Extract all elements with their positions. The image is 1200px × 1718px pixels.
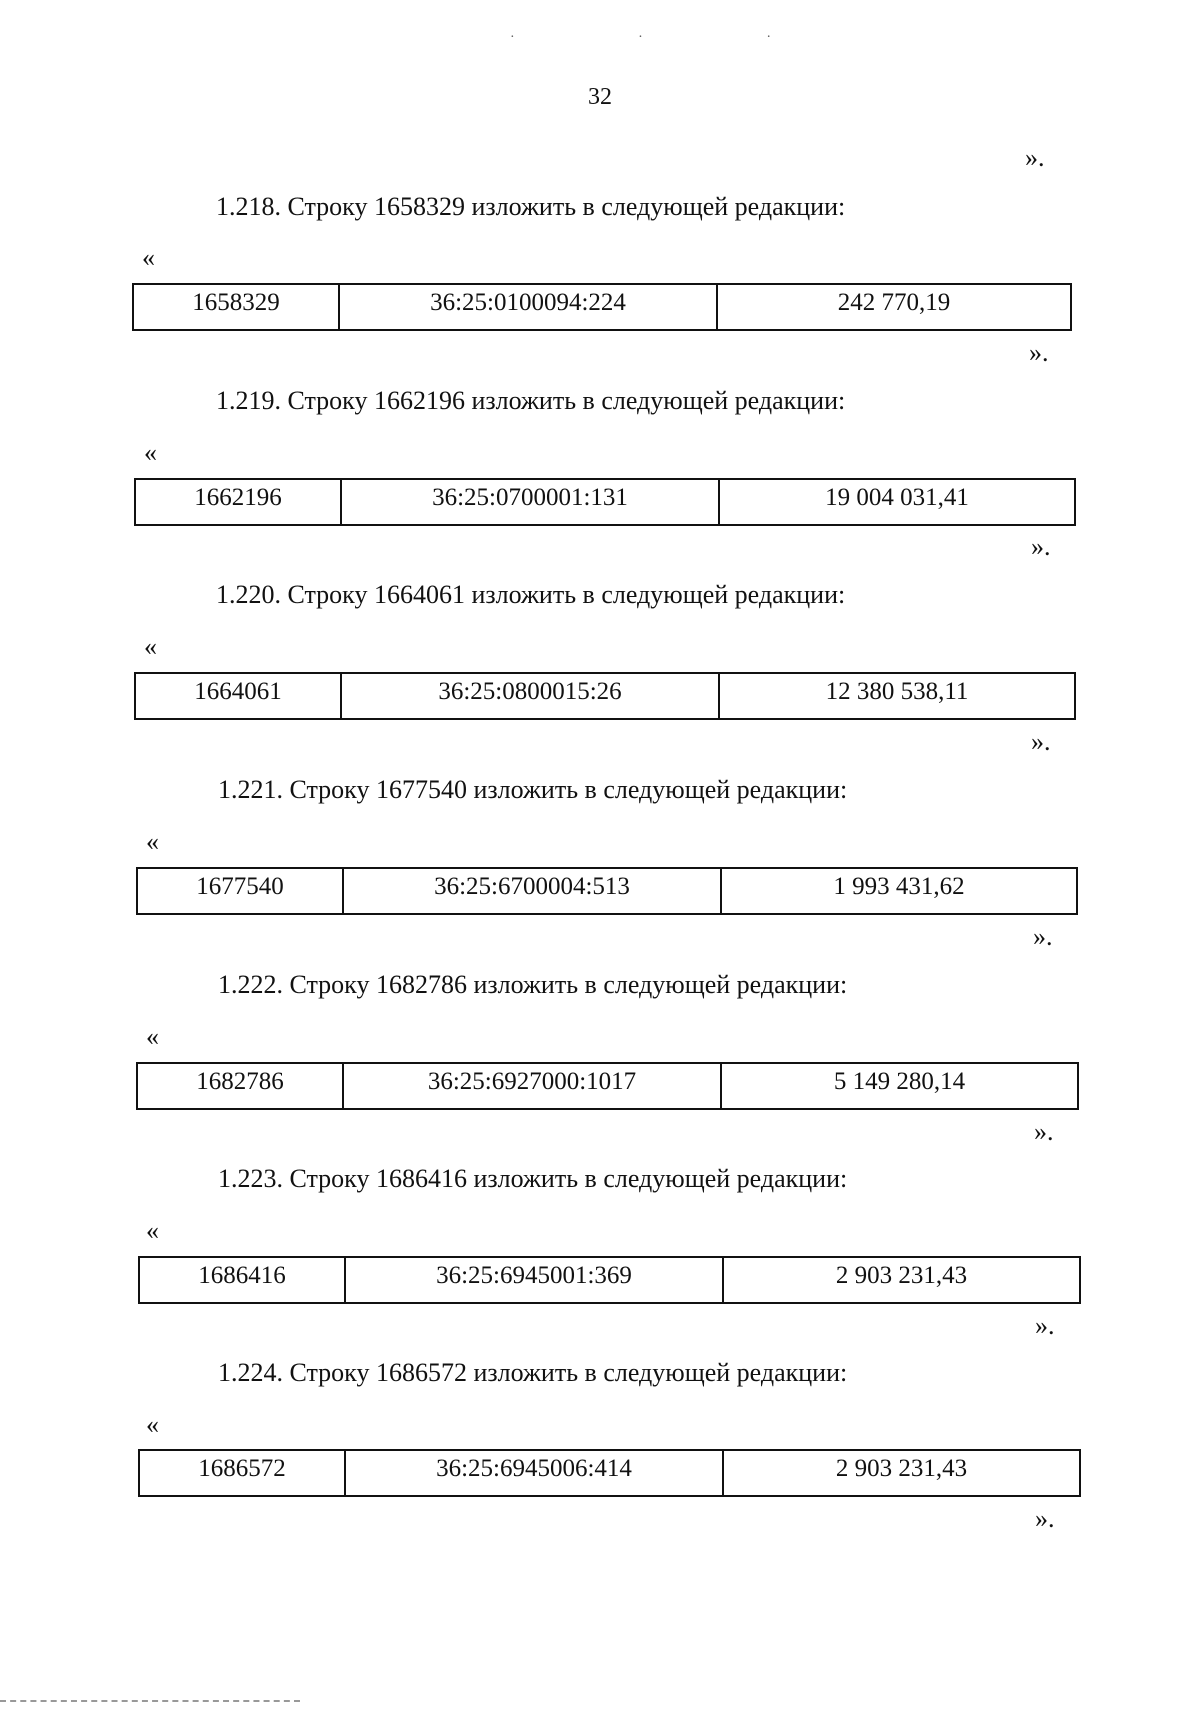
row-number-cell: 1664061 <box>136 674 342 718</box>
opening-quote: « <box>146 1410 159 1439</box>
table-row <box>138 1256 1081 1304</box>
value-cell: 5 149 280,14 <box>833 1068 966 1095</box>
table-row <box>136 867 1078 915</box>
cadastral-number-cell: 36:25:0800015:26 <box>342 674 720 718</box>
value-cell: 2 903 231,43 <box>835 1262 968 1289</box>
amendment-paragraph: 1.219. Строку 1662196 изложить в следующей редакции: <box>216 386 846 415</box>
opening-quote: « <box>144 438 157 467</box>
cadastral-number-cell: 36:25:6945006:414 <box>346 1451 724 1495</box>
row-number-cell: 1677540 <box>138 869 344 913</box>
closing-quote: ». <box>1034 1117 1054 1146</box>
row-number-cell: 1682786 <box>138 1064 344 1108</box>
opening-quote: « <box>142 243 155 272</box>
value-cell: 1 993 431,62 <box>833 873 965 900</box>
closing-quote: ». <box>1025 143 1045 172</box>
closing-quote: ». <box>1031 532 1051 561</box>
closing-quote: ». <box>1035 1311 1055 1340</box>
amendment-paragraph: 1.220. Строку 1664061 изложить в следующей редакции: <box>216 580 846 609</box>
closing-quote: ». <box>1033 922 1053 951</box>
closing-quote: ». <box>1035 1504 1055 1533</box>
closing-quote: ». <box>1029 338 1049 367</box>
amendment-paragraph: 1.221. Строку 1677540 изложить в следующей редакции: <box>218 775 848 804</box>
amendment-paragraph: 1.218. Строку 1658329 изложить в следующей редакции: <box>216 192 846 221</box>
scan-specks: · · · <box>510 30 831 45</box>
table-row <box>136 1062 1079 1110</box>
opening-quote: « <box>146 827 159 856</box>
amendment-paragraph: 1.224. Строку 1686572 изложить в следующей редакции: <box>218 1358 848 1387</box>
row-number-cell: 1662196 <box>136 480 342 524</box>
opening-quote: « <box>146 1022 159 1051</box>
opening-quote: « <box>146 1216 159 1245</box>
amendment-paragraph: 1.223. Строку 1686416 изложить в следующей редакции: <box>218 1164 848 1193</box>
page-number: 32 <box>588 84 612 110</box>
table-row <box>134 478 1076 526</box>
row-number-cell: 1658329 <box>134 285 340 329</box>
cadastral-number-cell: 36:25:6700004:513 <box>344 869 722 913</box>
value-cell: 242 770,19 <box>837 289 951 316</box>
cadastral-number-cell: 36:25:0100094:224 <box>340 285 718 329</box>
amendment-paragraph: 1.222. Строку 1682786 изложить в следующей редакции: <box>218 970 848 999</box>
cadastral-number-cell: 36:25:6927000:1017 <box>344 1064 722 1108</box>
value-cell: 12 380 538,11 <box>825 678 969 705</box>
row-number-cell: 1686572 <box>140 1451 346 1495</box>
table-row <box>132 283 1072 331</box>
value-cell: 19 004 031,41 <box>825 484 969 511</box>
cadastral-number-cell: 36:25:0700001:131 <box>342 480 720 524</box>
opening-quote: « <box>144 632 157 661</box>
closing-quote: ». <box>1031 727 1051 756</box>
value-cell: 2 903 231,43 <box>835 1455 968 1482</box>
cadastral-number-cell: 36:25:6945001:369 <box>346 1258 724 1302</box>
row-number-cell: 1686416 <box>140 1258 346 1302</box>
table-row <box>134 672 1076 720</box>
table-row <box>138 1449 1081 1497</box>
scan-edge-artifact <box>0 1700 300 1705</box>
